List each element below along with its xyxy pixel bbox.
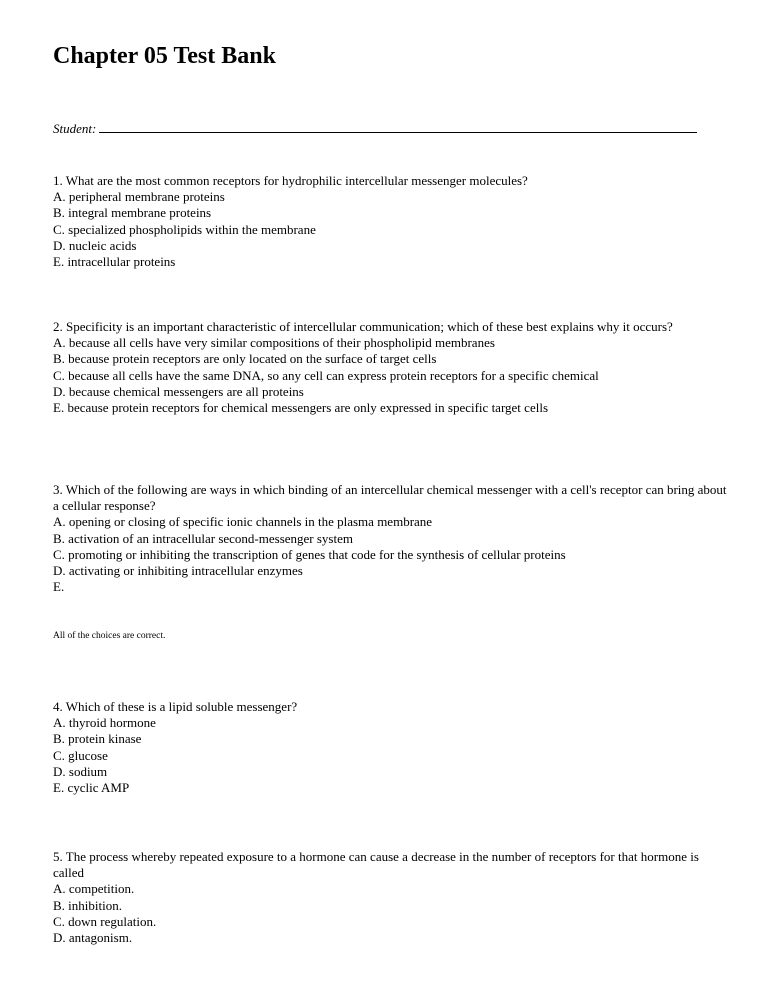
answer-option-a: A. peripheral membrane proteins bbox=[53, 189, 225, 205]
answer-option-c: C. specialized phospholipids within the membrane bbox=[53, 221, 316, 237]
question-stem: 5. The process whereby repeated exposure to a hormone can cause a decrease in the number of receptors for that hormone is called bbox=[53, 849, 699, 881]
question-stem: 1. What are the most common receptors for hydrophilic intercellular messenger molecules? bbox=[53, 173, 528, 188]
answer-option-b: B. because protein receptors are only located on the surface of target cells bbox=[53, 351, 437, 367]
question-1 bbox=[53, 173, 733, 270]
answer-option-c: C. down regulation. bbox=[53, 913, 157, 929]
answer-option-c: C. glucose bbox=[53, 747, 108, 763]
answer-option-d: D. nucleic acids bbox=[53, 237, 137, 253]
answer-option-e: E. cyclic AMP bbox=[53, 780, 130, 796]
question-stem: 3. Which of the following are ways in which binding of an intercellular chemical messenger with a cell's receptor can bring about a cellular response? bbox=[53, 482, 727, 514]
answer-option-a: A. opening or closing of specific ionic channels in the plasma membrane bbox=[53, 514, 433, 530]
answer-option-b: B. protein kinase bbox=[53, 731, 142, 747]
question-stem: 2. Specificity is an important characteristic of intercellular communication; which of these best explains why it occurs? bbox=[53, 319, 673, 334]
answer-option-b: B. inhibition. bbox=[53, 897, 122, 913]
answer-option-e: E. intracellular proteins bbox=[53, 254, 176, 270]
page-title: Chapter 05 Test Bank bbox=[53, 43, 276, 69]
student-label: Student: bbox=[53, 121, 97, 136]
answer-option-a: A. because all cells have very similar compositions of their phospholipid membranes bbox=[53, 335, 495, 351]
student-name-blank bbox=[99, 120, 697, 133]
answer-option-d: D. activating or inhibiting intracellular enzymes bbox=[53, 563, 303, 579]
question-2 bbox=[53, 319, 733, 416]
answer-option-c: C. because all cells have the same DNA, so any cell can express protein receptors for a specific chemical bbox=[53, 367, 599, 383]
answer-option-d: D. because chemical messengers are all proteins bbox=[53, 383, 304, 399]
answer-option-e: E. bbox=[53, 579, 65, 595]
option-e-text: All of the choices are correct. bbox=[53, 631, 166, 641]
answer-option-e: E. because protein receptors for chemical messengers are only expressed in specific target cells bbox=[53, 400, 548, 416]
answer-option-a: A. competition. bbox=[53, 881, 135, 897]
answer-option-b: B. integral membrane proteins bbox=[53, 205, 212, 221]
answer-option-a: A. thyroid hormone bbox=[53, 715, 156, 731]
answer-option-d: D. sodium bbox=[53, 763, 108, 779]
answer-option-b: B. activation of an intracellular second-messenger system bbox=[53, 530, 353, 546]
answer-option-d: D. antagonism. bbox=[53, 930, 133, 946]
question-stem: 4. Which of these is a lipid soluble messenger? bbox=[53, 699, 298, 714]
student-field bbox=[53, 120, 697, 137]
question-5 bbox=[53, 849, 733, 946]
question-3 bbox=[53, 482, 733, 595]
question-4 bbox=[53, 699, 733, 796]
answer-option-c: C. promoting or inhibiting the transcription of genes that code for the synthesis of cellular proteins bbox=[53, 546, 566, 562]
